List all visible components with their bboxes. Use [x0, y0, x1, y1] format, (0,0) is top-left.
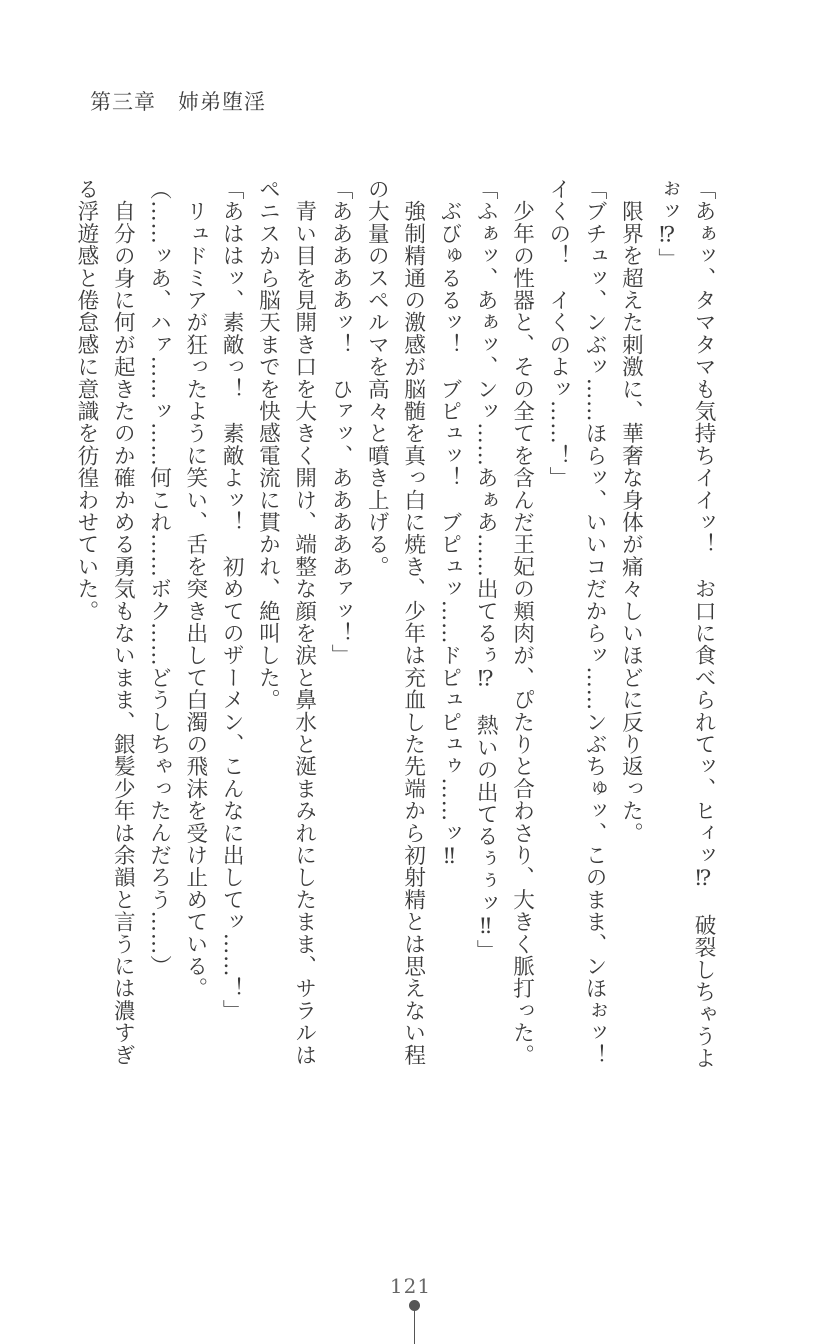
- text-line: 「あああああッ！ ひァッ、あああああァッ！」: [328, 178, 354, 667]
- text-line: リュドミアが狂ったように笑い、舌を突き出して白濁の飛沫を受け止めている。: [182, 178, 208, 1000]
- text-line: 「あははッ、素敵っ！ 素敵よッ！ 初めてのザーメン、こんなに出してッ……！」: [219, 178, 245, 1022]
- text-line: （……ッあ、ハァ……ッ……何これ……ボク……どうしちゃったんだろう……）: [146, 178, 172, 978]
- text-line: 自分の身に何が起きたのか確かめる勇気もないまま、銀髪少年は余韻と言うには濃すぎ: [110, 178, 136, 1066]
- text-line: 青い目を見開き口を大きく開け、端整な顔を涙と鼻水と涎まみれにしたまま、サラルは: [291, 178, 317, 1066]
- text-line: ぉッ⁉」: [654, 178, 680, 271]
- text-line: 「あぁッ、タマタマも気持ちイイッ！ お口に食べられてッ、ヒィッ⁉ 破裂しちゃうよ: [691, 178, 716, 1070]
- chapter-title: 第三章 姉弟堕淫: [90, 90, 266, 114]
- page-number: 121: [389, 1274, 432, 1298]
- text-line: イくの！ イくのよッ……！」: [545, 178, 571, 489]
- text-line: 「ブチュッ、ンぶッ……ほらッ、いいコだからッ……ンぶちゅッ、このまま、ンほぉッ！: [582, 178, 608, 1066]
- text-line: の大量のスペルマを高々と噴き上げる。: [364, 178, 390, 578]
- text-line: 強制精通の激感が脳髄を真っ白に焼き、少年は充血した先端から初射精とは思えない程: [400, 178, 426, 1066]
- text-line: 限界を超えた刺激に、華奢な身体が痛々しいほどに反り返った。: [618, 178, 644, 844]
- text-line: 少年の性器と、その全てを含んだ王妃の頬肉が、ぴたりと合わさり、大きく脈打った。: [509, 178, 535, 1066]
- body-text: [68, 178, 721, 1078]
- page-marker-line: [414, 1310, 415, 1344]
- text-line: ペニスから脳天までを快感電流に貫かれ、絶叫した。: [255, 178, 281, 711]
- text-line: ぶびゅるるッ！ ブピュッ！ ブピュッ……ドピュピュゥ……ッ‼: [436, 178, 462, 870]
- text-line: 「ふぁッ、あぁッ、ンッ……あぁあ……出てるぅ⁉ 熱いの出てるぅぅッ‼」: [473, 178, 499, 962]
- text-line: る浮遊感と倦怠感に意識を彷徨わせていた。: [73, 178, 99, 622]
